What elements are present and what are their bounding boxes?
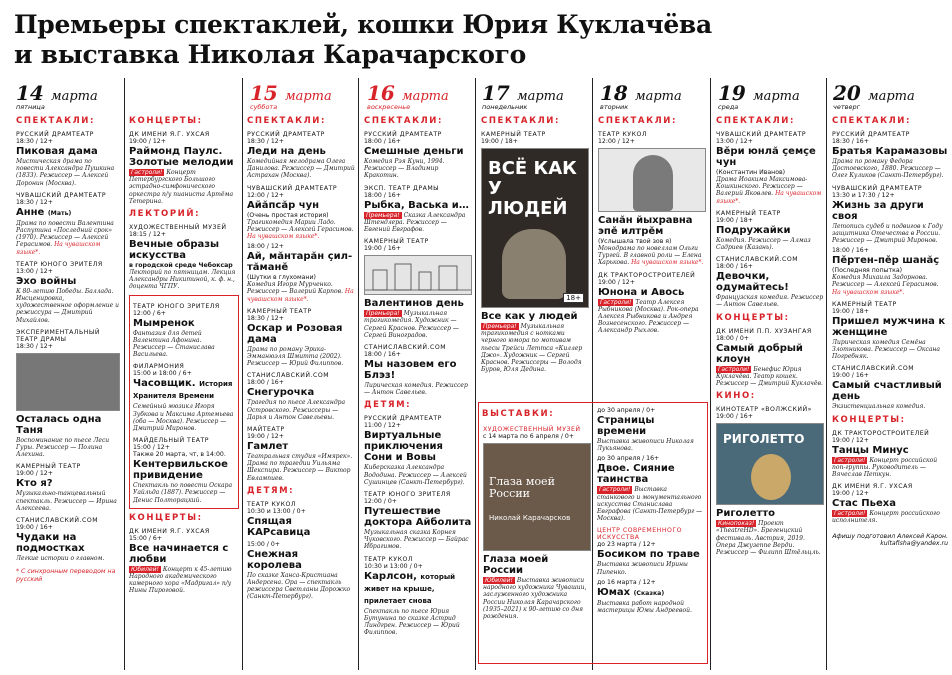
venue: ХУДОЖЕСТВЕННЫЙ МУЗЕЙ <box>483 426 581 433</box>
venue: МАЙДЕЛЬНЫЙ ТЕАТР <box>133 437 209 445</box>
time: 15:00 / 0+ <box>247 540 280 548</box>
time: 18:00 / 12+ <box>247 243 284 251</box>
venue: ТЕАТР ЮНОГО ЗРИТЕЛЯ <box>133 302 220 310</box>
venue: ДК ИМЕНИ П.П. ХУЗАНГАЯ <box>716 327 812 335</box>
venue: РУССКИЙ ДРАМТЕАТР <box>364 131 442 138</box>
date-15: 15 марта <box>250 81 332 105</box>
time: 19:00 / 18+ <box>832 307 869 315</box>
event-title[interactable]: Пришел мужчина к женщине <box>832 315 946 338</box>
event-desc: Трагикомедия Марии Ладо. Режиссер — Алексей Герасимов. На чувашском языке*. <box>247 218 354 241</box>
event-desc: Премьера! Музыкальная трагикомедия. Художник — Сергей Краснов. Режиссер — Сергей Виноградов. <box>364 310 459 339</box>
photo-actress <box>598 148 706 212</box>
event-title[interactable]: Смешные деньги <box>364 146 464 157</box>
venue: КАМЕРНЫЙ ТЕАТР <box>481 131 546 138</box>
time: 10:30 и 13:00 / 0+ <box>364 562 423 570</box>
venue: РУССКИЙ ДРАМТЕАТР <box>832 131 910 138</box>
time: 11:00 / 12+ <box>364 422 401 430</box>
event-title[interactable]: Путешествие доктора Айболита <box>364 506 472 529</box>
section-label: СПЕКТАКЛИ: <box>481 116 561 126</box>
time: 19:00 / 12+ <box>16 470 53 478</box>
event-title[interactable]: Юмах (Сказка) <box>597 586 665 598</box>
event-subtitle: (Шутки в глухомани) <box>247 274 316 282</box>
time: 12:00 / 12+ <box>598 138 635 145</box>
exhibitions-box <box>478 402 708 664</box>
venue: СТАНИСЛАВСКИЙ.COM <box>364 344 447 352</box>
time: 18:30 / 12+ <box>16 342 53 350</box>
venue: ДК ИМЕНИ Я.Г. УХСАЯ <box>832 483 913 491</box>
section-label: СПЕКТАКЛИ: <box>16 116 96 126</box>
venue: ДК ТРАКТОРОСТРОИТЕЛЕЙ <box>832 429 930 437</box>
event-title[interactable]: Кто я? <box>16 478 53 490</box>
event-title[interactable]: Девочки, одумайтесь! <box>716 271 789 294</box>
event-title[interactable]: Страницы времени <box>597 415 655 437</box>
venue: СТАНИСЛАВСКИЙ.COM <box>832 365 915 373</box>
event-title[interactable]: Гамлет <box>247 441 289 453</box>
time: 15:00 / 6+ <box>129 534 162 542</box>
time: до 30 апреля / 0+ <box>597 407 656 414</box>
time: 18:00 / 0+ <box>716 334 749 342</box>
event-title[interactable]: Рыбка, Васька и… <box>364 199 469 211</box>
time: 18:30 / 12+ <box>16 138 53 145</box>
event-desc: Драма Иоакима Максимова-Кошкинского. Режиссер — Валерий Яковлев. На чувашском языке*. <box>716 176 822 205</box>
event-title[interactable]: Спящая КАРсавица <box>247 515 311 538</box>
date-16: 16 марта <box>367 81 449 105</box>
time: 15:00 и 18:00 / 6+ <box>133 370 192 378</box>
clown-head-shape <box>751 454 791 500</box>
event-title[interactable]: Подружайки <box>716 224 791 236</box>
venue: ЧУВАШСКИЙ ДРАМТЕАТР <box>247 184 338 192</box>
date-14: 14 марта <box>16 81 98 105</box>
venue: КАМЕРНЫЙ ТЕАТР <box>716 209 781 217</box>
time: 18:15 / 12+ <box>129 231 166 239</box>
section-label: СПЕКТАКЛИ: <box>247 116 327 126</box>
event-title[interactable]: Стас Пьеха <box>832 498 896 510</box>
poster-glaza-moey-rossii <box>483 443 591 551</box>
event-title[interactable]: Санăн йыхравна эпĕ илтрĕм <box>598 215 693 237</box>
venue: ЧУВАШСКИЙ ДРАМТЕАТР <box>716 131 807 138</box>
event-title[interactable]: Все начинается с любви <box>129 542 229 565</box>
time: до 30 апреля / 16+ <box>597 455 660 463</box>
venue: ЧУВАШСКИЙ ДРАМТЕАТР <box>832 184 923 192</box>
poster-rigoletto <box>716 423 824 505</box>
event-desc: Премьера! Сказка Александра Штендлера. Режиссер — Евгений Евграфов. <box>364 211 466 234</box>
headline-line-2: и выставка Николая Карачарского <box>14 40 527 69</box>
section-label: КОНЦЕРТЫ: <box>716 312 790 323</box>
event-desc: Премьера! Музыкальная трагикомедия с нотками черного юмора по мотивам пьесы Трейси Леттса «Киллер Джо». Художник — Сергей Краснов. Режиссеры — Володя Буров, Юля Дедина. <box>481 323 583 374</box>
event-desc: Французская комедия. Режиссер — Антон Савельев. <box>716 294 824 309</box>
dow-14: пятница <box>16 103 45 111</box>
dow-18: вторник <box>600 103 629 111</box>
exhibition-museum <box>483 421 591 620</box>
time: 12:00 / 0+ <box>364 498 397 506</box>
column-16 <box>364 112 472 670</box>
venue: ДК ИМЕНИ Я.Г. УХСАЯ <box>129 131 210 138</box>
time: с 14 марта по 6 апреля / 0+ <box>483 433 575 440</box>
poster-title: Глаза моей России <box>489 475 555 500</box>
event-title[interactable]: Виртуальные приключения Сони и Вовы <box>364 430 443 464</box>
dow-17: понедельник <box>482 103 528 111</box>
event-title[interactable]: Двое. Сияние таинства <box>597 463 675 486</box>
event-title[interactable]: Снегурочка <box>247 387 315 399</box>
time: 18:30 / 16+ <box>832 138 869 145</box>
event-desc: Выставка работ народной мастерицы Юмы Андреевой. <box>597 599 692 615</box>
time: 12:00 / 6+ <box>133 309 166 317</box>
event-title[interactable]: Часовщик. История Хранителя Времени <box>133 378 233 401</box>
col-divider <box>242 78 243 670</box>
col-divider <box>358 78 359 670</box>
col-divider <box>826 78 827 670</box>
event-title[interactable]: Босиком по траве <box>597 549 700 561</box>
poster-title: ВСЁ КАК У ЛЮДЕЙ <box>488 158 577 219</box>
section-label: ДЕТЯМ: <box>364 400 412 411</box>
event-desc: Мистическая драма по повести Александра Пушкина (1833). Режиссер — Алексей Доронин (Москва). <box>16 158 115 187</box>
event-desc: Монодрама по новеллам Ольги Тургей. В главной роли — Елена Харькова. На чувашском языке*. <box>598 245 704 267</box>
col-divider <box>124 78 125 670</box>
venue: МАЙТЕАТР <box>247 426 285 434</box>
children-box-14 <box>129 295 239 509</box>
section-label: СПЕКТАКЛИ: <box>364 116 444 126</box>
page-headline <box>14 10 712 70</box>
time: 19:00 / 12+ <box>598 278 635 286</box>
time: 18:30 / 12+ <box>247 314 284 322</box>
credit: Афишу подготовил Алексей Карон. kultafisha@yandex.ru <box>832 532 948 548</box>
section-label: КОНЦЕРТЫ: <box>129 116 203 126</box>
section-label: СПЕКТАКЛИ: <box>598 116 678 126</box>
column-14-concerts <box>129 112 239 670</box>
event-desc: Гастроли! Концерт российского исполнителя. <box>832 510 940 525</box>
dow-19: среда <box>718 103 739 111</box>
event-desc: Летопись судеб и подвигов к Году защитника Отечества в России. Режиссер — Дмитрий Миронов. <box>832 222 943 245</box>
event-title[interactable]: Жизнь за други своя <box>832 199 924 222</box>
venue: КИНОТЕАТР «ВОЛЖСКИЙ» <box>716 406 812 414</box>
time: 18:30 / 12+ <box>247 138 284 145</box>
venue: ЭКСПЕРИМЕНТАЛЬНЫЙ ТЕАТР ДРАМЫ <box>16 328 101 343</box>
time: 12:00 / 12+ <box>247 191 284 199</box>
time: 19:00 / 18+ <box>716 216 753 224</box>
venue: ТЕАТР КУКОЛ <box>247 500 296 508</box>
event-desc: Трагедия по пьесе Александра Островского. Режиссеры — Дарья и Антон Савельевы. <box>247 399 346 421</box>
event-title[interactable]: Пĕртен-пĕр шанăç <box>832 255 940 267</box>
event-desc: Комедийная мелодрама Олега Данилова. Режиссер — Дмитрий Астрахан (Москва). <box>247 158 355 180</box>
event-desc: Музыкальная сказка Корнея Чуковского. Режиссер — Байрас Ибрагимов. <box>364 529 469 551</box>
event-note: Также 20 марта, чт, в 14:00. <box>133 451 226 459</box>
illustration-houses <box>364 255 472 295</box>
event-title[interactable]: Оскар и Розовая дама <box>247 322 343 345</box>
event-desc: Выставка живописи Ирины Пипенко. <box>597 561 688 576</box>
poster-vse-kak-u-lyudey <box>481 148 589 308</box>
time: 18:00 / 16+ <box>832 247 869 255</box>
column-19 <box>716 112 824 670</box>
event-desc: Юбилей! Выставка живописи народного художника Чувашии, заслуженного художника России Николая Карачарского (1935–2021) к 90-летию со дня рождения. <box>483 577 587 621</box>
event-desc: Кинопоказ! Проект «TheatreHD». Брегенцский фестиваль. Австрия, 2019. Опера Джузеппе Верди. Режиссер — Филипп Штёльцль. <box>716 520 821 557</box>
houses-icon <box>365 256 471 295</box>
event-desc: Гастроли! Выставка станкового и монументального искусства Станислава Евграфова (Санкт-Петербург — Москва). <box>597 486 703 523</box>
event-title[interactable]: Мымренок <box>133 317 195 329</box>
time: 19:00 / 16+ <box>364 245 401 253</box>
event-desc: Семейный мюзикл Игоря Зубкова и Максима Артемьева (оба — Москва). Режиссер — Дмитрий Миронов. <box>133 403 234 433</box>
time: до 23 марта / 12+ <box>597 541 656 549</box>
time: 18:00 / 16+ <box>364 191 401 199</box>
venue: СТАНИСЛАВСКИЙ.COM <box>247 372 330 380</box>
venue: СТАНИСЛАВСКИЙ.COM <box>16 517 99 525</box>
event-title[interactable]: Вечные образы искусства <box>129 239 220 262</box>
venue: ТЕАТР ЮНОГО ЗРИТЕЛЯ <box>364 491 451 499</box>
time: 13:30 и 17:30 / 12+ <box>832 191 895 199</box>
venue: ДК ТРАКТОРОСТРОИТЕЛЕЙ <box>598 271 696 279</box>
venue: КАМЕРНЫЙ ТЕАТР <box>364 238 429 246</box>
event-title[interactable]: Айăпсăр чун <box>247 199 320 211</box>
event-subtitle: (Константин Иванов) <box>716 169 786 176</box>
event-subtitle: (Очень простая история) <box>247 211 329 219</box>
time: 19:00 / 12+ <box>129 138 166 145</box>
dow-15: суббота <box>250 103 278 111</box>
event-title[interactable]: Карлсон, который живет на крыше, прилетает снова <box>364 570 456 605</box>
event-title[interactable]: Чудаки на подмостках <box>16 532 85 555</box>
event-desc: Киберсказка Александра Вододина. Режиссер — Алексей Сушинцев (Санкт-Петербург). <box>364 464 467 486</box>
venue: ФИЛАРМОНИЯ <box>133 363 185 371</box>
event-title[interactable]: Глаза моей России <box>483 554 549 576</box>
event-desc: Драма по роману Федора Достоевского, 1880. Режиссер — Олег Куликов (Санкт-Петербург). <box>832 158 944 180</box>
event-desc: Гастроли! Концерт Петербургского Большого эстрадно-симфонического оркестра п/у пианиста Артёма Тетерина. <box>129 169 234 205</box>
event-desc: Юбилей! Концерт к 45-летию Народного академического камерного хора «Мадригал» п/у Нины Пироговой. <box>129 565 232 595</box>
time: 18:00 / 16+ <box>716 263 753 271</box>
col-divider <box>475 78 476 670</box>
event-desc: Воспоминание по пьесе Леси Гуры. Режиссер — Полина Алехина. <box>16 436 110 459</box>
event-title[interactable]: Самый добрый клоун <box>716 342 803 365</box>
time: 19:00 / 12+ <box>832 490 869 498</box>
venue: ДК ИМЕНИ Я.Г. УХСАЯ <box>129 527 210 535</box>
event-desc: Театральная студия «Имярек». Драма по трагедии Уильяма Шекспира. Режиссер — Виктор Евлампиев. <box>247 453 353 482</box>
event-desc: Драма по роману Эрика-Эмманюэля Шмитта (2002). Режиссер — Юрий Филиппов. <box>247 345 344 368</box>
event-desc: Комедия Рэя Куни, 1994. Режиссер — Владимир Кракотин. <box>364 158 445 180</box>
event-title[interactable]: Валентинов день <box>364 298 464 310</box>
time: 18:00 / 16+ <box>364 138 401 145</box>
event-title[interactable]: Снежная королева <box>247 548 302 571</box>
event-title[interactable]: Танцы Минус <box>832 444 909 456</box>
venue: КАМЕРНЫЙ ТЕАТР <box>16 463 81 471</box>
date-18: 18 марта <box>600 81 682 105</box>
event-subtitle: в городской среде Чебоксар <box>129 262 233 270</box>
dow-20: четверг <box>833 103 860 111</box>
event-title[interactable]: Самый счастливый день <box>832 380 942 403</box>
time: 10:30 и 13:00 / 0+ <box>247 507 306 515</box>
venue: ЦЕНТР СОВРЕМЕННОГО ИСКУССТВА <box>597 527 682 542</box>
venue: ЭКСП. ТЕАТР ДРАМЫ <box>364 184 440 192</box>
event-title[interactable]: Все как у людей <box>481 311 578 322</box>
event-desc: Музыкально-танцевальный спектакль. Режиссер — Ирина Алексеева. <box>16 490 117 512</box>
event-title[interactable]: Юнона и Авось <box>598 286 685 298</box>
date-19: 19 марта <box>718 81 800 105</box>
time: 19:00 / 16+ <box>716 413 753 421</box>
poster-title: РИГОЛЕТТО <box>723 432 805 447</box>
section-label: ВЫСТАВКИ: <box>482 409 555 419</box>
venue: ТЕАТР КУКОЛ <box>598 131 647 138</box>
event-title[interactable]: Ай, мăнтарăн çил-тăманĕ <box>247 251 353 274</box>
event-desc: Спектакль по повести Оскара Уайльда (1887). Режиссер — Денис Полторацкий. <box>133 482 233 504</box>
time: 19:00 / 12+ <box>247 433 284 441</box>
time: 18:00 / 16+ <box>247 379 284 387</box>
figure-silhouette <box>633 155 673 211</box>
venue: ТЕАТР ЮНОГО ЗРИТЕЛЯ <box>16 260 103 268</box>
venue: ХУДОЖЕСТВЕННЫЙ МУЗЕЙ <box>129 224 227 232</box>
date-17: 17 марта <box>482 81 564 105</box>
time: 19:00 / 16+ <box>16 524 53 532</box>
event-desc: По сказке Ханса-Кристиана Андерсена. Ора — спектакль режиссера Светланы Дорожко (Санкт-Петербург). <box>247 571 351 601</box>
venue: КАМЕРНЫЙ ТЕАТР <box>832 300 897 308</box>
event-title[interactable]: Вĕри юнлă çемçе чун <box>716 146 816 168</box>
venue: СТАНИСЛАВСКИЙ.COM <box>716 256 799 264</box>
time: 19:00 / 18+ <box>481 138 518 145</box>
dow-16: воскресенье <box>367 103 411 111</box>
event-title[interactable]: Мы назовем его Блэз! <box>364 359 457 382</box>
section-label: КОНЦЕРТЫ: <box>129 512 203 523</box>
event-desc: Гастроли! Бенефис Юрия Куклачёва. Театр кошек. Режиссер — Дмитрий Куклачёв. <box>716 365 823 388</box>
time: 19:00 / 16+ <box>832 372 869 380</box>
event-desc: Драма по повести Валентина Распутина «Последний срок» (1970). Режиссер — Алексей Герасимов. На чувашском языке*. <box>16 219 114 256</box>
time: 13:00 / 12+ <box>716 138 753 145</box>
section-label: ЛЕКТОРИЙ: <box>129 209 201 220</box>
event-desc: Гастроли! Концерт российской поп-группы. Руководитель — Вячеслав Петкун. <box>832 456 938 479</box>
venue: КАМЕРНЫЙ ТЕАТР <box>247 307 312 315</box>
event-desc: Легкие истории о главном. <box>16 555 105 563</box>
column-18 <box>598 112 706 400</box>
event-title[interactable]: Леди на день <box>247 146 326 157</box>
event-desc: К 80-летию Победы. Баллада. Инсценировка, художественное оформление и режиссура — Дмитрий Михайлов. <box>16 287 119 324</box>
event-subtitle: (Последняя попытка) <box>832 267 903 275</box>
event-desc: Лирическая комедия Семёна Злотникова. Режиссер — Оксана Погребняк. <box>832 338 940 361</box>
event-desc: Лекторий по пятницам. Лекция Александры Никитиной, к. ф. н., доцента ЧГПУ. <box>129 269 236 291</box>
time: 18:30 / 12+ <box>16 198 53 206</box>
event-title[interactable]: Пиковая дама <box>16 146 98 157</box>
event-subtitle: (Услышала твой зов я) <box>598 238 672 245</box>
event-title[interactable]: Осталась одна Таня <box>16 413 102 436</box>
event-desc: Комедия. Режиссер — Алмаз Садриев (Казань). <box>716 236 811 252</box>
venue: РУССКИЙ ДРАМТЕАТР <box>247 131 325 138</box>
event-title[interactable]: Риголетто <box>716 508 775 520</box>
time: 19:00 / 12+ <box>832 436 869 444</box>
time: 15:00 / 12+ <box>133 444 170 452</box>
event-desc: Лирическая комедия. Режиссер — Антон Савельев. <box>364 382 468 397</box>
poster-author: Николай Карачарсков <box>489 514 571 522</box>
footnote: * С синхронным переводом на русский <box>16 568 116 583</box>
event-desc: Выставка живописи Николая Лукьянова. <box>597 438 694 453</box>
time: 13:00 / 12+ <box>16 267 53 275</box>
section-label: СПЕКТАКЛИ: <box>716 116 796 126</box>
column-14-spectacles <box>16 112 120 670</box>
col-divider <box>710 78 711 670</box>
section-label: СПЕКТАКЛИ: <box>832 116 912 126</box>
section-label: КИНО: <box>716 391 756 402</box>
photo-stage <box>16 353 120 411</box>
event-desc: Комедия Михаила Задорнова. Режиссер — Алексей Герасимов. На чувашском языке*. <box>832 274 939 296</box>
event-desc: Гастроли! Театр Алексея Рыбникова (Москва). Рок-опера Алексея Рыбникова и Андрея Вознесенского. Режиссер — Александр Рыхлов. <box>598 298 699 335</box>
event-desc: Комедия Игоря Мурченко. Режиссер — Валерий Карпов. На чувашском языке*. <box>247 281 354 303</box>
age-badge: 18+ <box>563 293 584 303</box>
event-title[interactable]: Кентервильское привидение <box>133 459 228 482</box>
headline-line-1: Премьеры спектаклей, кошки Юрия Куклачёва <box>14 10 712 39</box>
event-title[interactable]: Братья Карамазовы <box>832 146 948 157</box>
venue: ЧУВАШСКИЙ ДРАМТЕАТР <box>16 191 107 199</box>
event-title[interactable]: Анне (Мать) <box>16 206 72 218</box>
time: 18:00 / 16+ <box>364 351 401 359</box>
time: до 16 марта / 12+ <box>597 578 656 586</box>
exhibition-list <box>597 407 703 614</box>
event-title[interactable]: Раймонд Паулс. Золотые мелодии <box>129 146 234 168</box>
event-desc: Спектакль по пьесе Юрия Бутунина по сказке Астрид Линдгрен. Режиссер — Юрий Филиппов. <box>364 607 460 637</box>
event-title[interactable]: Эхо войны <box>16 275 77 287</box>
venue: РУССКИЙ ДРАМТЕАТР <box>16 131 94 138</box>
venue: РУССКИЙ ДРАМТЕАТР <box>364 415 442 423</box>
event-desc: Экзистенциальная комедия. <box>832 403 926 411</box>
poster-figure <box>502 229 566 299</box>
column-15 <box>247 112 355 670</box>
column-20 <box>832 112 948 670</box>
section-label: КОНЦЕРТЫ: <box>832 414 906 425</box>
event-desc: Фантазия для детей Валентина Афонина. Режиссер — Станислава Васильева. <box>133 329 215 359</box>
date-20: 20 марта <box>833 81 915 105</box>
section-label: ДЕТЯМ: <box>247 485 295 496</box>
venue: ТЕАТР КУКОЛ <box>364 555 413 563</box>
